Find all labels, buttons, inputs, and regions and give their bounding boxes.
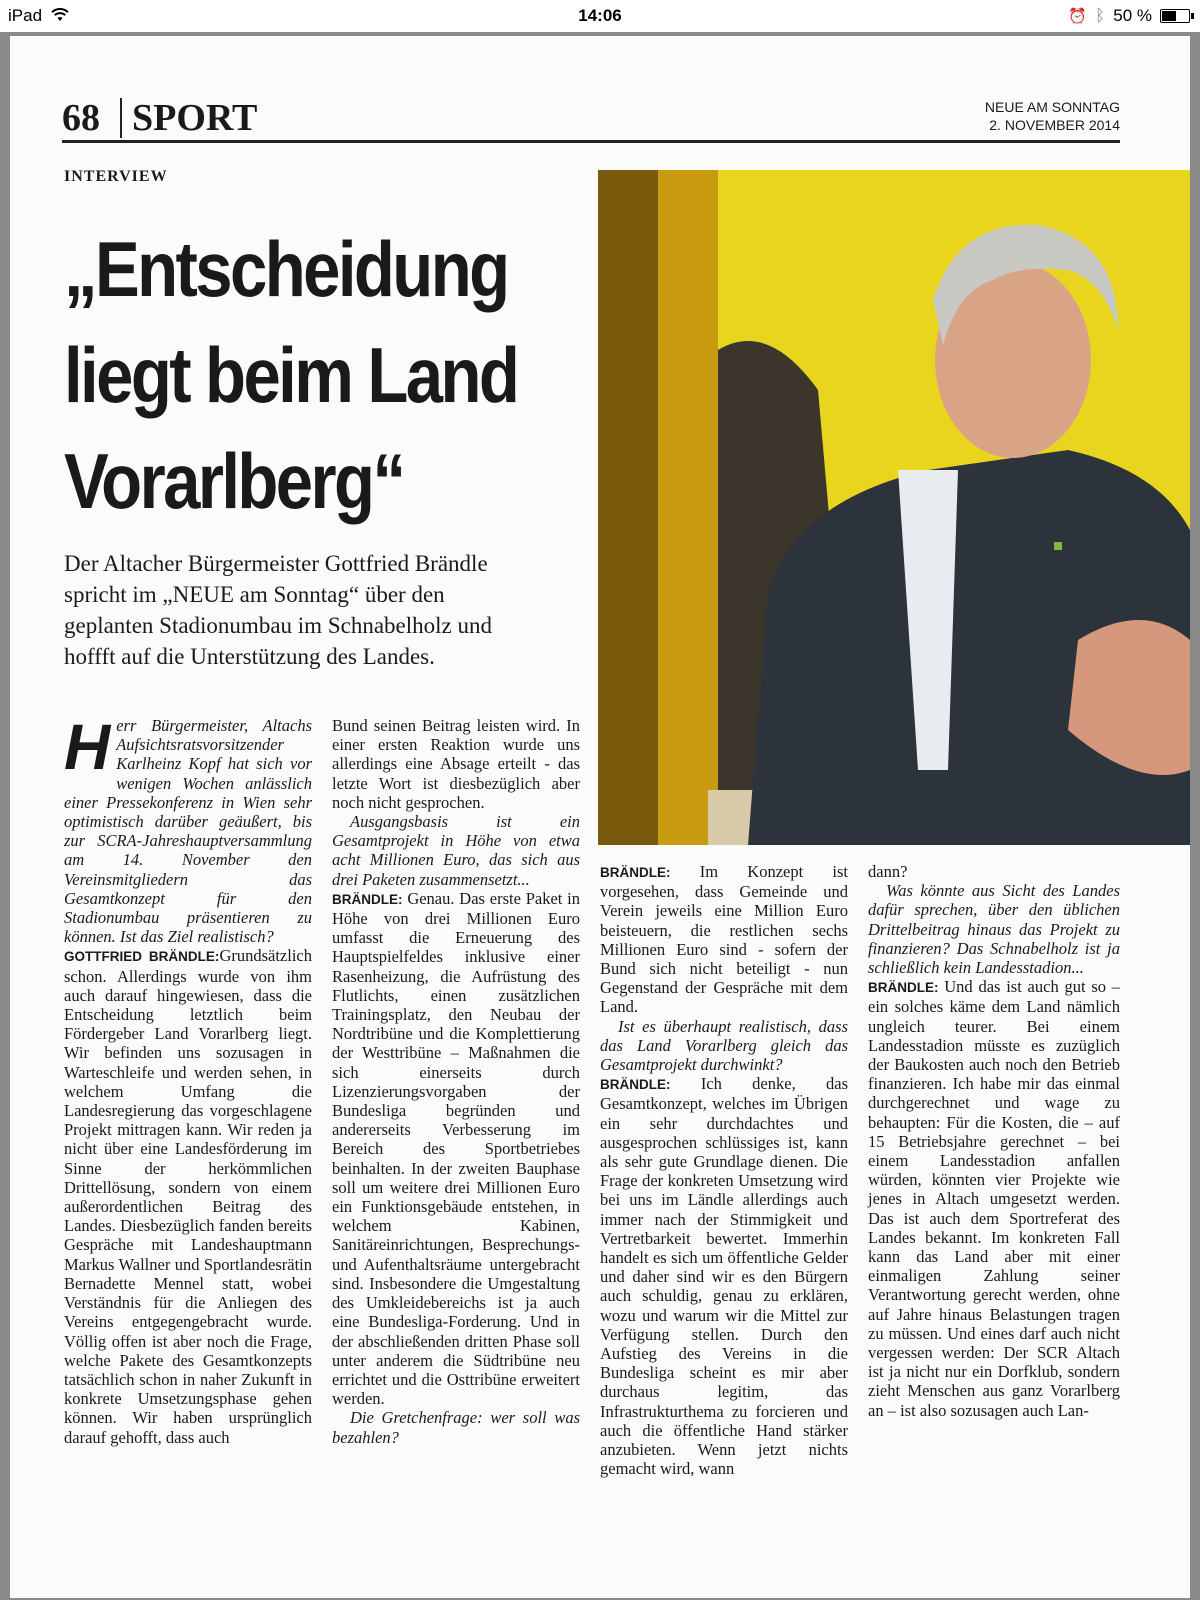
portrait-illustration [598, 170, 1190, 845]
header-divider [120, 98, 122, 138]
interview-photo [598, 170, 1190, 845]
headline-line: „Entscheidung [64, 225, 508, 313]
page-number: 68 [62, 97, 100, 139]
headline-line: liegt beim Land [64, 331, 518, 419]
answer-text: Im Konzept ist vorgesehen, dass Gemeinde und Verein jeweils eine Million Euro beisteuern, die restlichen sechs Millionen Euro sind - sofern der Bund sich nicht beteiligt - nun Gegenstand der Gespräche mit dem Land. [600, 862, 848, 1017]
kicker: INTERVIEW [64, 168, 168, 185]
publication-info [985, 98, 1120, 134]
lead-line: spricht im „NEUE am Sonntag“ über den [64, 582, 445, 607]
answer-text: Genau. Das erste Paket in Höhe von drei Millionen Euro umfasst die Erneuerung des Hauptspielfeldes inklusive einer Rasenheizung, die Aufrüstung des Flutlichts, einen zusätzlichen Trainingsplatz, den Neubau der Nordtribüne und die Komplettierung der Westtribüne – Maßnahmen die sich einerseits durch Lizenzierungsvorgaben der Bundesliga begründen und andererseits Verbesserung im Bereich des Sportbetriebes beinhalten. In der zweiten Bauphase soll um weitere drei Millionen Euro ein Funktionsgebäude entstehen, in welchem Kabinen, Sanitäreinrichtungen, Besprechungs- und Aufenthaltsräume untergebracht sind. Insbesondere die Umgestaltung des Umkleidebereichs ist ja auch eine Bundesliga-Forderung. Und in der abschließenden dritten Phase soll unter anderem die Südtribüne neu errichtet und die Osttribüne erweitert werden. [332, 888, 580, 1409]
speaker-label: BRÄNDLE: [600, 865, 671, 880]
publication-date: 2. NOVEMBER 2014 [989, 117, 1120, 133]
lead-line: Der Altacher Bürgermeister Gottfried Brändle [64, 551, 488, 576]
battery-percent: 50 % [1113, 6, 1152, 25]
newspaper-page[interactable] [10, 36, 1190, 1598]
status-right [1068, 6, 1190, 26]
question-text: Ausgangsbasis ist ein Gesamtprojekt in Höhe von etwa acht Millionen Euro, das sich aus drei Paketen zusammensetzt... [332, 812, 580, 889]
answer-text: Ich denke, das Gesamtkonzept, welches im Übrigen ein sehr durchdachtes und ausgesprochen schlüssiges ist, kann als sehr gute Grundlage dienen. Die Frage der konkreten Umsetzung wird bei uns im Ländle allerdings auch immer nach der Stimmigkeit und Vertretbarkeit bewertet. Immerhin handelt es sich um öffentliche Gelder und daher sind wir es den Bürgern auch schuldig, genau zu erklären, wozu und warum wir die Mittel zur Verfügung stellen. Durch den Aufstieg des Vereins in die Bundesliga scheint es mir aber durchaus legitim, das Infrastrukturthema zu forcieren und auch die öffentliche Hand stärker anzubieten. Wenn jetzt nichts gemacht wird, wann [600, 1074, 849, 1479]
article-column-1 [64, 711, 312, 1447]
status-bar [0, 0, 1200, 32]
answer-text: dann? [868, 862, 908, 881]
lead-line: geplanten Stadionumbau im Schnabelholz und [64, 613, 492, 638]
article-column-3 [600, 862, 848, 1479]
speaker-label: BRÄNDLE: [600, 1077, 671, 1093]
lead-paragraph [64, 548, 584, 672]
question-text: err Bürgermeister, Altachs Aufsichtsratsvorsitzender Karlheinz Kopf hat sich vor wenigen Wochen anlässlich einer Pressekonferenz in Wien sehr optimistisch darüber geäußert, bis zur SCRA-Jahreshauptversammlung am 14. November den Vereinsmitgliedern das Gesamtkonzept für den Stadionumbau präsentieren zu können. Ist das Ziel realistisch? [64, 716, 312, 947]
question-text: Ist es überhaupt realistisch, dass das Land Vorarlberg gleich das Gesamtprojekt durchwinkt? [600, 1016, 848, 1075]
battery-icon [1160, 9, 1190, 23]
device-name: iPad [8, 6, 43, 25]
publication-name: NEUE AM SONNTAG [984, 99, 1120, 115]
headline-line: Vorarlberg“ [64, 437, 404, 525]
answer-text: Bund seinen Beitrag leisten wird. In einer ersten Reaktion wurde uns allerdings eine Absage erteilt - das letzte Wort ist diesbezüglich aber noch nicht gesprochen. [332, 716, 580, 812]
answer-text: Grundsätzlich schon. Allerdings wurde von ihm auch darauf hingewiesen, dass die Entscheidung letztlich beim Fördergeber Land Vorarlberg liegt. Wir befinden uns sozusagen in Warteschleife und werden sehen, in welchem Umfang die Landesregierung das vorgeschlagene Projekt mittragen kann. Wir reden ja nicht über eine Landesförderung im Sinne der herkömmlichen Drittellösung, sondern von einem außerordentlichen Beitrag des Landes. Diesbezüglich fanden bereits Gespräche mit Landeshauptmann Markus Wallner und Sportlandesrätin Bernadette Mennel statt, wobei Verständnis für die Anliegen des Vereins entgegengebracht wurde. Völlig offen ist aber noch die Frage, welche Pakete des Gesamtkonzepts tatsächlich schon in naher Zukunft in konkrete Umsetzungsphase gehen können. Wir haben ursprünglich darauf gehofft, dass auch [64, 946, 312, 1447]
article-column-4 [868, 862, 1120, 1420]
header-rule [62, 140, 1120, 143]
answer-text: Und das ist auch gut so – ein solches käme dem Land nämlich ungleich teurer. Bei einem Landesstadion müsste es zuzüglich der Baukosten auch noch den Betrieb finanzieren. Ich habe mir das einmal durchgerechnet und wage zu behaupten: Für die Kosten, die – auf 15 Betriebsjahre gerechnet – bei einem Landesstadion anfallen würden, könnten vier Projekte wie jenes in Altach umgesetzt werden. Das ist auch dem Sportreferat des Landes bekannt. Im konkreten Fall kann das Land aber mit einer einmaligen Zahlung seiner Verantwortung gerecht werden, ohne auf Jahre hinaus Belastungen tragen zu müssen. Und eines darf auch nicht vergessen werden: Der SCR Altach ist ja nicht nur ein Dorfklub, sondern zieht Menschen aus ganz Vorarlberg an – ist also sozusagen auch Lan- [868, 977, 1120, 1420]
speaker-label: GOTTFRIED BRÄNDLE: [64, 949, 220, 965]
speaker-label: BRÄNDLE: [332, 891, 403, 907]
question-text: Was könnte aus Sicht des Landes dafür sprechen, über den üblichen Drittelbeitrag hinaus das Projekt zu finanzieren? Das Schnabelholz ist ja schließlich kein Landesstadion... [868, 881, 1120, 978]
clock: 14:06 [578, 6, 622, 25]
drop-cap: H [64, 711, 111, 783]
alarm-icon: ⏰ [1068, 8, 1088, 25]
question-text: Die Gretchenfrage: wer soll was bezahlen? [332, 1408, 580, 1447]
headline [64, 216, 528, 534]
speaker-label: BRÄNDLE: [868, 980, 939, 996]
article-column-2 [332, 716, 580, 1447]
section-title: SPORT [132, 97, 258, 139]
lead-line: hoffft auf die Unterstützung des Landes. [64, 644, 435, 669]
bluetooth-icon: ᛒ [1095, 6, 1106, 25]
